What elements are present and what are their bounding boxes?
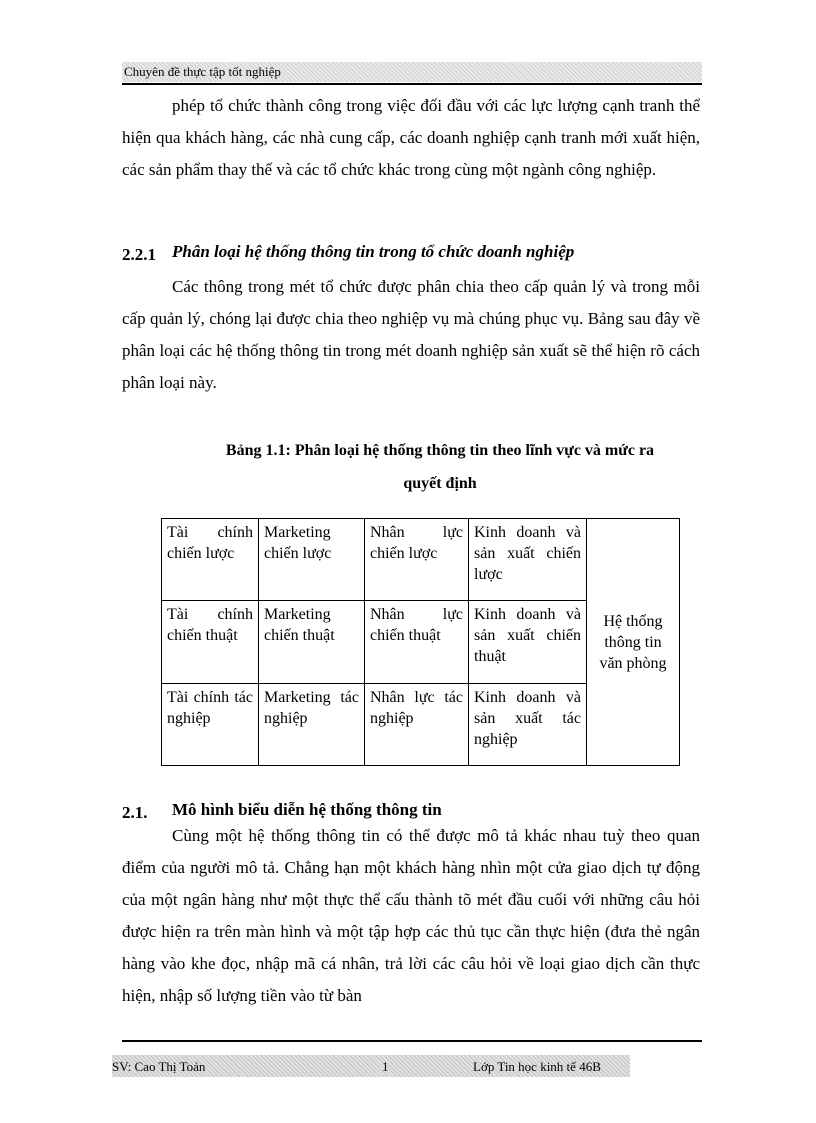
- table-cell: Marketing tác nghiệp: [259, 683, 365, 765]
- table-cell: Tài chính chiến lược: [162, 519, 259, 601]
- intro-paragraph: phép tổ chức thành công trong việc đối đầu với các lực lượng cạnh tranh thể hiện qua khách hàng, các nhà cung cấp, các doanh nghiệp cạnh tranh mới xuất hiện, các sản phẩm thay thế và các tổ chức khác trong cùng một ngành công nghiệp.: [122, 96, 700, 179]
- section-number: 2.1.: [122, 803, 148, 822]
- table-cell: Marketing chiến lược: [259, 519, 365, 601]
- table-cell: Kinh doanh và sản xuất tác nghiệp: [469, 683, 587, 765]
- section-title: Mô hình biểu diễn hệ thống thông tin: [172, 800, 442, 819]
- running-header: Chuyên đề thực tập tốt nghiệp: [124, 64, 281, 79]
- table-row: [162, 519, 680, 601]
- table-cell: Tài chính chiến thuật: [162, 601, 259, 683]
- section-title: Phân loại hệ thống thông tin trong tổ chức doanh nghiệp: [172, 242, 575, 261]
- header-rule: [122, 83, 702, 85]
- footer-student: SV: Cao Thị Toản: [112, 1059, 206, 1074]
- table-caption-line1: Bảng 1.1: Phân loại hệ thống thông tin theo lĩnh vực và mức ra: [225, 442, 655, 459]
- table-cell: Nhân lực tác nghiệp: [365, 683, 469, 765]
- table-cell: Kinh doanh và sản xuất chiến lược: [469, 519, 587, 601]
- footer-class: Lớp Tin học kinh tế 46B: [473, 1059, 601, 1074]
- classification-table: [161, 518, 680, 766]
- page-number: 1: [382, 1059, 389, 1074]
- table-cell: Nhân lực chiến lược: [365, 519, 469, 601]
- section-paragraph: Cùng một hệ thống thông tin có thể được mô tả khác nhau tuỳ theo quan điểm của người mô tả. Chẳng hạn một khách hàng nhìn một cửa giao dịch tự động của một ngân hàng như một thực thể cấu thành tõ mét đầu cuối với những câu hỏi được hiện ra trên màn hình và một tập hợp các thủ tục cần thực hiện (đưa thẻ ngân hàng vào khe đọc, nhập mã cá nhân, trả lời các câu hỏi về loại giao dịch cần thực hiện, nhập số lượng tiền vào từ bàn: [122, 826, 700, 1005]
- table-cell: Marketing chiến thuật: [259, 601, 365, 683]
- table-cell: Kinh doanh và sản xuất chiến thuật: [469, 601, 587, 683]
- section-number: 2.2.1: [122, 245, 156, 264]
- table-side-cell: Hệ thống thông tin văn phòng: [587, 519, 680, 766]
- table-caption-line2: quyết định: [403, 475, 477, 492]
- footer-rule: [122, 1040, 702, 1042]
- table-caption: [150, 434, 730, 500]
- table-cell: Nhân lực chiến thuật: [365, 601, 469, 683]
- table-cell: Tài chính tác nghiệp: [162, 683, 259, 765]
- section-paragraph: Các thông trong mét tổ chức được phân chia theo cấp quản lý và trong mỗi cấp quản lý, chóng lại được chia theo nghiệp vụ mà chúng phục vụ. Bảng sau đây về phân loại các hệ thống thông tin trong mét doanh nghiệp sản xuất sẽ thể hiện rõ cách phân loại này.: [122, 277, 700, 392]
